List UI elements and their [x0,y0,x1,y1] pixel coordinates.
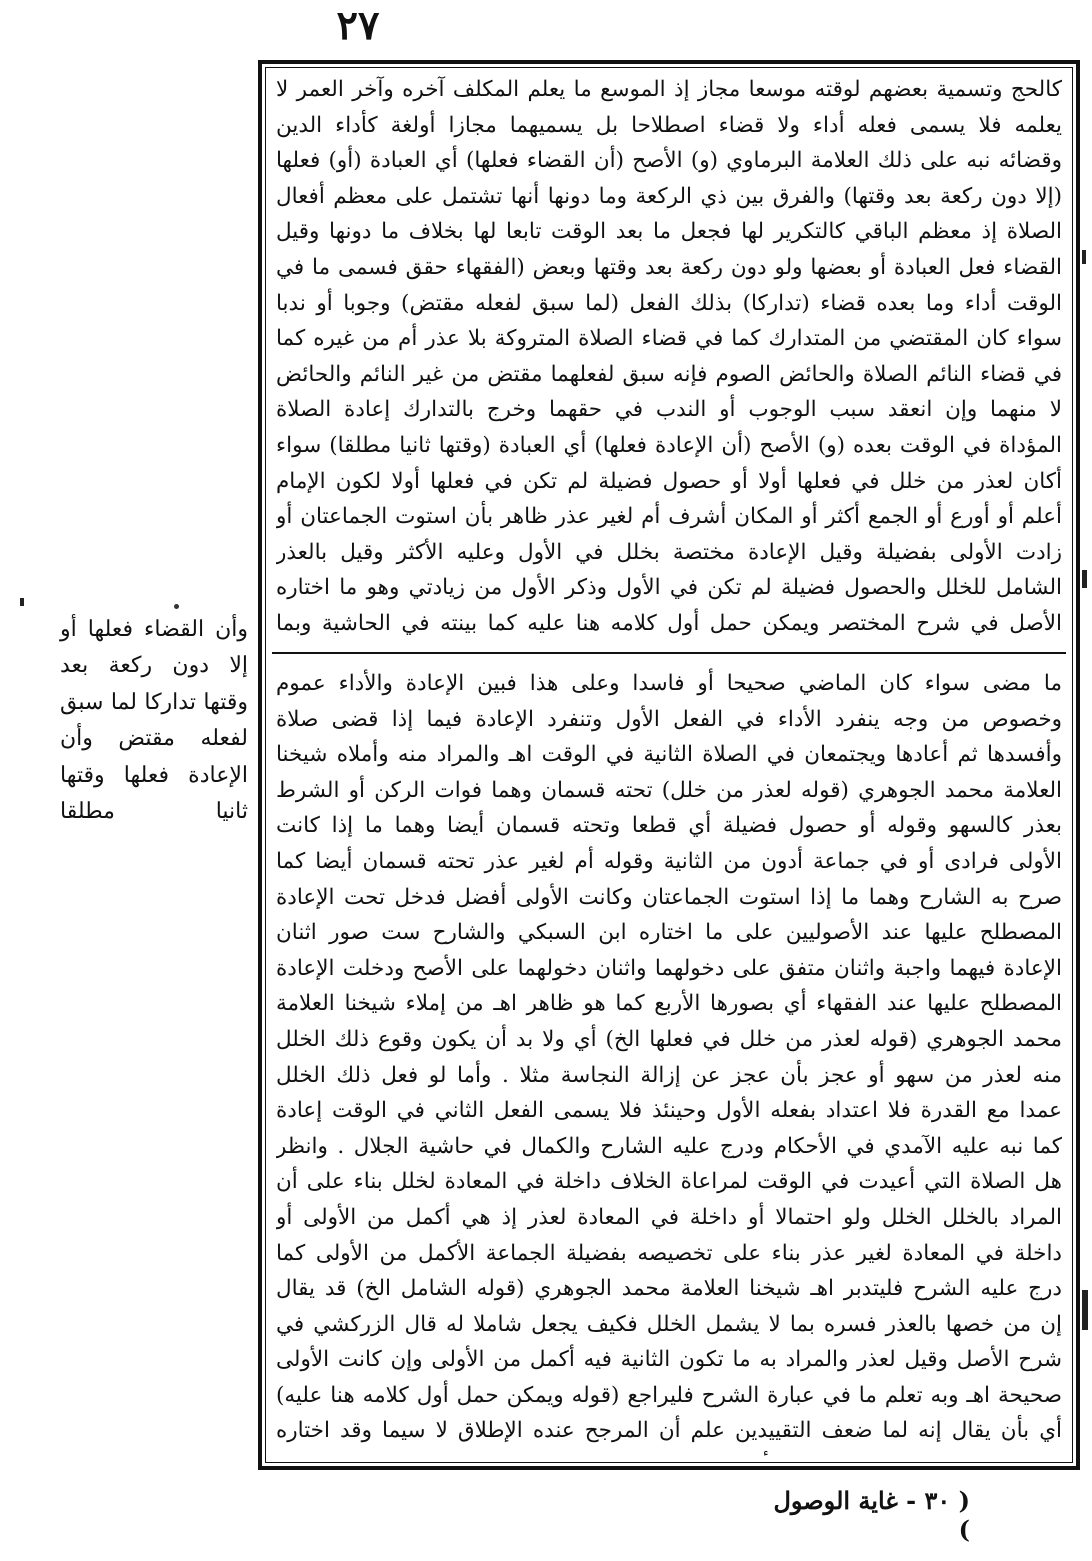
gloss-text-block [276,666,1062,1456]
commentary-paragraph: كالحج وتسمية بعضهم لوقته موسعا مجاز إذ الموسع ما يعلم المكلف آخره وآخر العمر لا يعلمه فلا يسمى فعله أداء ولا قضاء اصطلاحا بل يسميهما مجازا أولغة كأداء الدين وقضائه نبه على ذلك العلامة البرماوي (و) الأصح (أن القضاء فعلها) أي العبادة (أو) فعلها (إلا دون ركعة بعد وقتها) والفرق بين ذي الركعة وما دونها أنها تشتمل على معظم أفعال الصلاة إذ معظم الباقي كالتكرير لها فجعل ما بعد الوقت تابعا لها بخلاف ما دونها وقيل القضاء فعل العبادة أو بعضها ولو دون ركعة بعد وقتها وبعض (الفقهاء حقق فسمى ما في الوقت أداء وما بعده قضاء (تداركا) بذلك الفعل (لما سبق لفعله مقتض) وجوبا أو ندبا سواء كان المقتضي من المتدارك كما في قضاء الصلاة المتروكة بلا عذر أم من غيره كما في قضاء النائم الصلاة والحائض الصوم فإنه سبق لفعلهما مقتض من غير النائم والحائض لا منهما وإن انعقد سبب الوجوب أو الندب في حقهما وخرج بالتدارك إعادة الصلاة المؤداة في الوقت بعده (و) الأصح (أن الإعادة فعلها) أي العبادة (وقتها ثانيا مطلقا) سواء أكان لعذر من خلل في فعلها أولا أو حصول فضيلة لم تكن في فعلها أولا لكون الإمام أعلم أو أورع أو الجمع أكثر أو المكان أشرف أم لغير عذر ظاهر بأن استوت الجماعتان أو زادت الأولى بفضيلة وقيل الإعادة مختصة بخلل في الأول وعليه الأكثر وقيل بالعذر الشامل للخلل والحصول فضيلة لم تكن في الأول وذكر الأول من زيادتي وهو ما اختاره الأصل في شرح المختصر ويمكن حمل أول كلامه هنا عليه كما بينته في الحاشية وبما [276,77,1062,636]
scan-speck [1082,1290,1088,1330]
main-text-frame [258,60,1080,1470]
commentary-text-block [276,72,1062,640]
page-number: ٢٧ [336,2,380,49]
scan-speck [1082,570,1087,588]
scan-speck [20,598,24,606]
gloss-paragraph: ما مضى سواء كان الماضي صحيحا أو فاسدا وعلى هذا فبين الإعادة والأداء عموم وخصوص من وجه ينفرد الأداء في الفعل الأول وتنفرد الإعادة فيما إذا قضى صلاة وأفسدها ثم أعادها ويجتمعان في الصلاة الثانية في الوقت اهـ والمراد منه وأملاه شيخنا العلامة محمد الجوهري (قوله لعذر من خلل) تحته قسمان وهما فوات الركن أو الشرط بعذر كالسهو وقوله أو حصول فضيلة أي قطعا وتحته قسمان أيضا وهما ما إذا كانت الأولى فرادى أو في جماعة أدون من الثانية وقوله أم لغير عذر تحته قسمان أيضا كما صرح به الشارح وهما ما إذا استوت الجماعتان وكانت الأولى أفضل فدخل تحت الإعادة المصطلح عليها عند الأصوليين على ما اختاره ابن السبكي والشارح ست صور اثنان الإعادة فيهما واجبة واثنان متفق على دخولهما واثنان دخولهما على الأصح ودخلت الإعادة المصطلح عليها عند الفقهاء أي بصورها الأربع كما هو ظاهر اهـ من إملاء شيخنا العلامة محمد الجوهري (قوله لعذر من خلل في فعلها الخ) أي ولا بد أن يكون وقوع ذلك الخلل منه لعذر من سهو أو عجز بأن عجز عن إزالة النجاسة مثلا . وأما لو فعل ذلك الخلل عمدا مع القدرة فلا اعتداد بفعله الأول وحينئذ فلا يسمى الفعل الثاني في الوقت إعادة كما نبه عليه الآمدي في الأحكام ودرج عليه الشارح والكمال في حاشية الجلال . وانظر هل الصلاة التي أعيدت في الوقت لمراعاة الخلاف داخلة في المعادة لخلل بناء على أن المراد بالخلل الخلل ولو احتمالا أو داخلة في المعادة لعذر إذ هي أكمل من الأولى أو داخلة في المعادة لغير عذر بناء على تخصيصه بفضيلة الجماعة الأكمل من الأولى كما درج عليه الشرح فليتدبر اهـ شيخنا العلامة محمد الجوهري (قوله الشامل الخ) قد يقال إن من خصها بالعذر فسره بما لا يشمل الخلل فكيف يجعل شاملا له قال الزركشي في شرح الأصل وقيل لعذر والمراد به ما تكون الثانية فيه أكمل من الأولى وإن كانت الأولى صحيحة اهـ وبه تعلم ما في عبارة الشرح فليراجع (قوله ويمكن حمل أول كلامه هنا عليه) أي بأن يقال إنه لما ضعف التقييدين علم أن المرجح عنده الإطلاق لا سيما وقد اختاره [276,671,1062,1444]
section-separator [272,652,1066,654]
footer-book-title: ( ٣٠ - غاية الوصول ) [773,1486,970,1544]
margin-dot [174,604,179,609]
margin-matn-text [60,612,248,830]
scan-speck [1082,250,1086,264]
margin-matn-content: وأن القضاء فعلها أو إلا دون ركعة بعد وقتها تداركا لما سبق لفعله مقتض وأن الإعادة فعلها وقتها ثانيا مطلقا [60,617,248,825]
